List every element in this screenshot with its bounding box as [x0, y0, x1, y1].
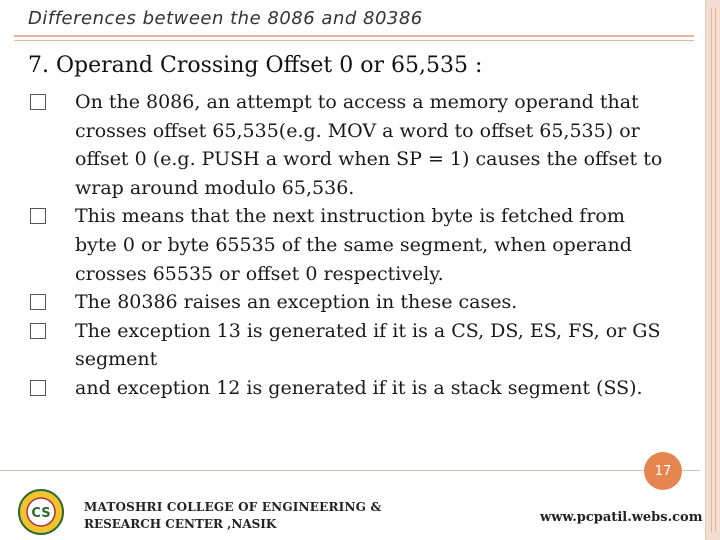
bullet-box-icon: [30, 380, 46, 396]
footer-divider: [0, 470, 700, 471]
bullet-box-icon: [30, 323, 46, 339]
college-logo-icon: [10, 478, 72, 538]
page-number-badge: 17: [644, 452, 682, 490]
bullet-box-icon: [30, 94, 46, 110]
slide-header: Differences between the 8086 and 80386: [28, 8, 423, 29]
header-divider-thin: [14, 40, 694, 41]
svg-text:CS: CS: [31, 506, 51, 521]
bullet-item: and exception 12 is generated if it is a stack segment (SS).: [30, 374, 670, 403]
bullet-item: This means that the next instruction byte is fetched from byte 0 or byte 65535 of the same segment, when operand crosses 65535 or offset 0 respectively.: [30, 202, 670, 288]
website-link[interactable]: www.pcpatil.webs.com: [540, 510, 703, 525]
college-name-line1: MATOSHRI COLLEGE OF ENGINEERING &: [84, 500, 382, 514]
bullet-item: The exception 13 is generated if it is a CS, DS, ES, FS, or GS segment: [30, 317, 670, 374]
slide-title: 7. Operand Crossing Offset 0 or 65,535 :: [28, 53, 483, 78]
bullet-box-icon: [30, 208, 46, 224]
bullet-item: The 80386 raises an exception in these cases.: [30, 288, 670, 317]
bullet-item: On the 8086, an attempt to access a memory operand that crosses offset 65,535(e.g. MOV a word to offset 65,535) or offset 0 (e.g. PUSH a word when SP = 1) causes the offset to wrap around modulo 65,536.: [30, 88, 670, 202]
bullet-list: [30, 88, 670, 403]
bullet-box-icon: [30, 294, 46, 310]
header-divider: [14, 35, 694, 37]
right-decorative-border: [705, 0, 720, 540]
college-name-line2: RESEARCH CENTER ,NASIK: [84, 517, 277, 531]
